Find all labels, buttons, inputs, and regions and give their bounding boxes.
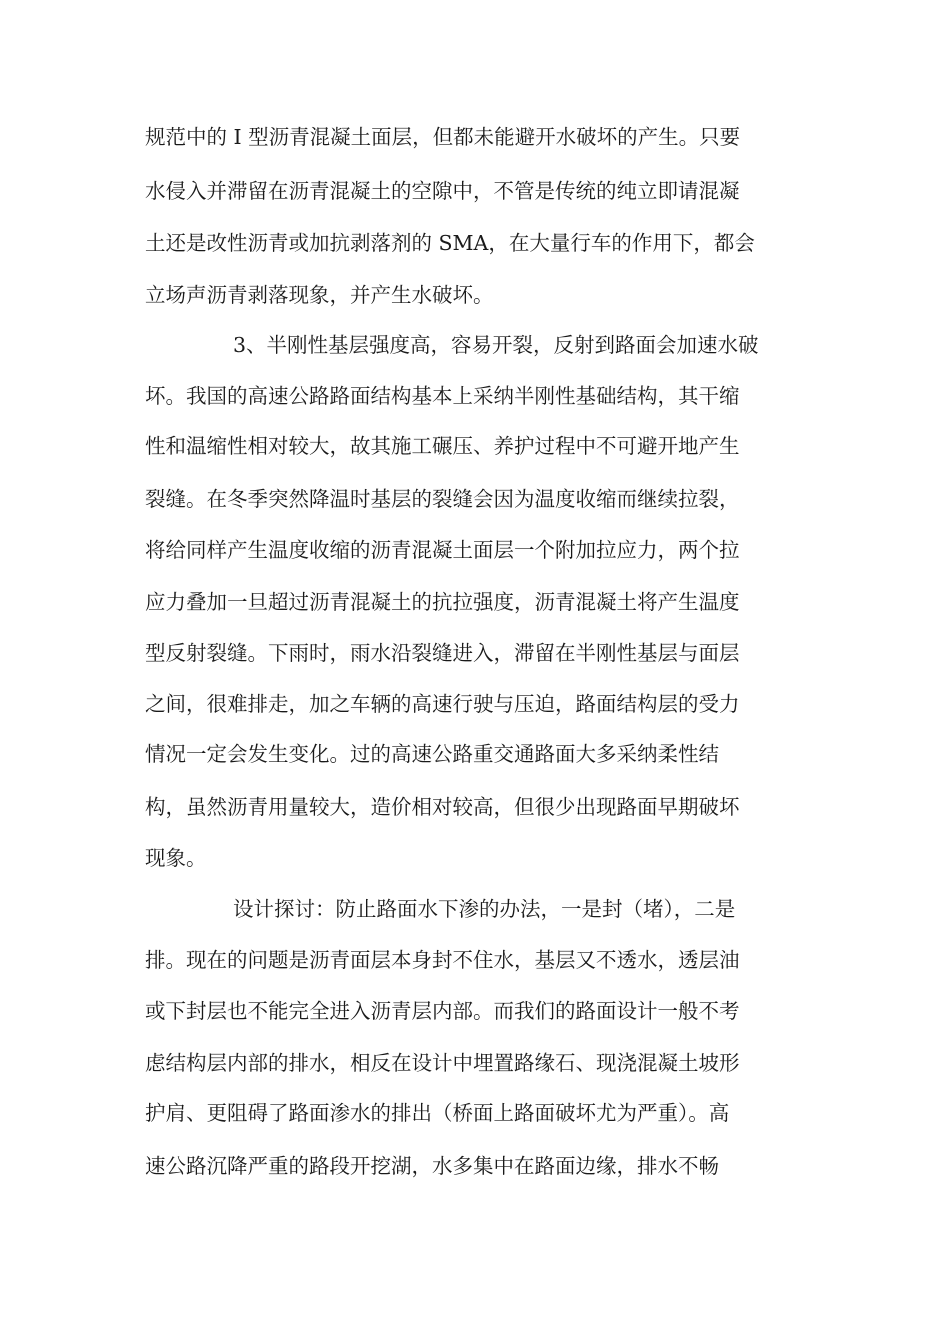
text-line: 型反射裂缝。下雨时，雨水沿裂缝进入，滞留在半刚性基层与面层 <box>145 641 740 665</box>
paragraph-start-line: 3、半刚性基层强度高，容易开裂，反射到路面会加速水破 <box>233 333 759 357</box>
text-line: 或下封层也不能完全进入沥青层内部。而我们的路面设计一般不考 <box>145 999 740 1023</box>
text-line: 虑结构层内部的排水，相反在设计中埋置路缘石、现浇混凝土坡形 <box>145 1051 740 1075</box>
text-line: 现象。 <box>145 846 207 870</box>
paragraph-start-line: 设计探讨：防止路面水下渗的办法，一是封（堵），二是 <box>233 897 736 921</box>
text-line: 之间，很难排走，加之车辆的高速行驶与压迫，路面结构层的受力 <box>145 692 740 716</box>
text-line: 排。现在的问题是沥青面层本身封不住水，基层又不透水，透层油 <box>145 948 740 972</box>
text-line: 立场声沥青剥落现象，并产生水破坏。 <box>145 283 494 307</box>
text-line: 裂缝。在冬季突然降温时基层的裂缝会因为温度收缩而继续拉裂， <box>145 487 740 511</box>
text-line: 应力叠加一旦超过沥青混凝土的抗拉强度，沥青混凝土将产生温度 <box>145 590 740 614</box>
text-line: 速公路沉降严重的路段开挖湖，水多集中在路面边缘，排水不畅 <box>145 1154 719 1178</box>
text-line: 水侵入并滞留在沥青混凝土的空隙中，不管是传统的纯立即请混凝 <box>145 179 740 203</box>
text-line: 构，虽然沥青用量较大，造价相对较高，但很少出现路面早期破坏 <box>145 795 740 819</box>
text-line: 护肩、更阻碍了路面渗水的排出（桥面上路面破坏尤为严重）。高 <box>145 1101 730 1125</box>
text-line: 规范中的 I 型沥青混凝土面层，但都未能避开水破坏的产生。只要 <box>145 125 741 149</box>
text-line: 情况一定会发生变化。过的高速公路重交通路面大多采纳柔性结 <box>145 742 719 766</box>
text-line: 坏。我国的高速公路路面结构基本上采纳半刚性基础结构，其干缩 <box>145 384 740 408</box>
text-line: 性和温缩性相对较大，故其施工碾压、养护过程中不可避开地产生 <box>145 434 740 458</box>
text-line: 将给同样产生温度收缩的沥青混凝土面层一个附加拉应力，两个拉 <box>145 538 740 562</box>
text-line: 土还是改性沥青或加抗剥落剂的 SMA，在大量行车的作用下，都会 <box>145 231 755 255</box>
